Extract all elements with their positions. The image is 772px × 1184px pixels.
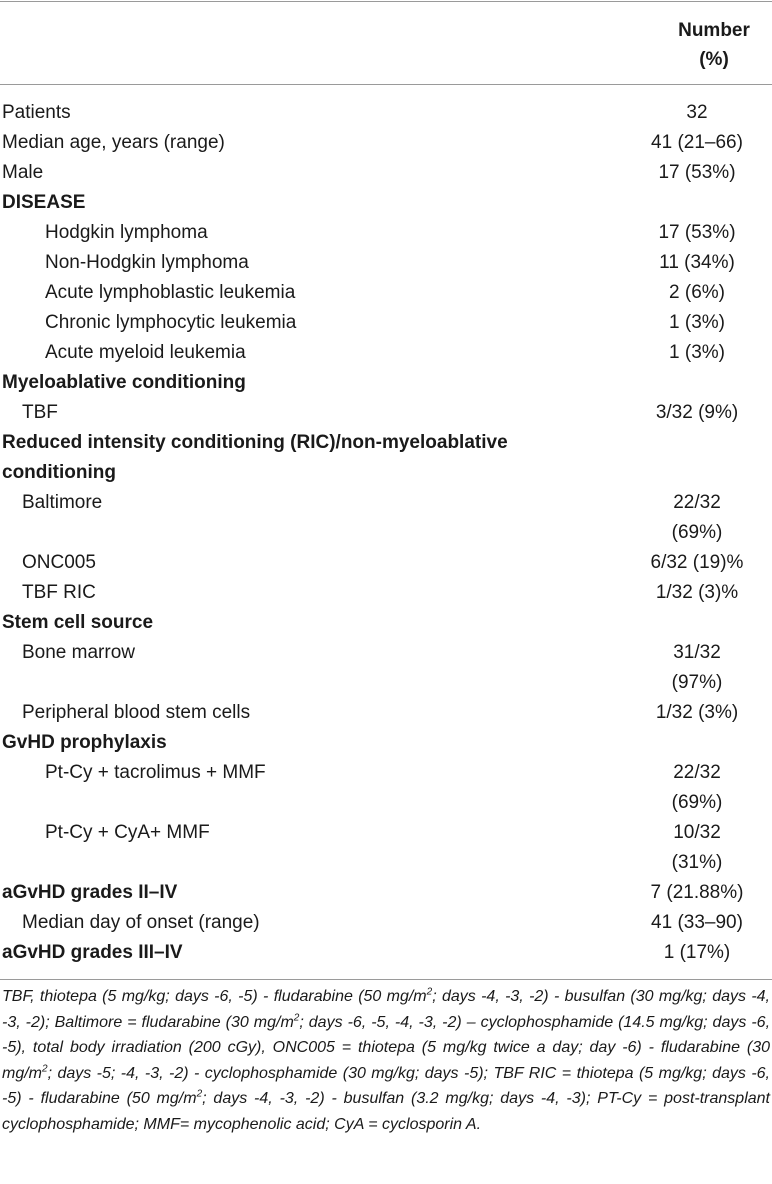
row-label: Male [2, 162, 44, 183]
table-top-rule [0, 1, 772, 2]
table-body [0, 98, 772, 968]
row-value: 10/32 [673, 822, 721, 843]
row-value: 17 (53%) [658, 222, 736, 243]
row-value: 22/32 [673, 762, 721, 783]
row-label: Myeloablative conditioning [2, 372, 246, 393]
row-label: Patients [2, 102, 71, 123]
table-row [0, 548, 772, 578]
table-row [0, 638, 772, 668]
row-value [624, 608, 770, 638]
row-label [0, 668, 624, 698]
table-row [0, 278, 772, 308]
footnote-part-5: ; days -4, -3, -2) - busulfan (3.2 mg/kg; days -4, -3); PT-Cy = post-transplant cyclophosphamide; MMF= mycophenolic acid; CyA = cyclosporin A. [2, 1090, 770, 1133]
table-row [0, 788, 772, 818]
table-row [0, 878, 772, 908]
table-row [0, 938, 772, 968]
row-value: 1/32 (3)% [655, 582, 739, 603]
table-row [0, 608, 772, 638]
table-row [0, 848, 772, 878]
table-row [0, 518, 772, 548]
footnote-superscript: 2 [426, 986, 433, 998]
row-label [0, 788, 624, 818]
row-label: aGvHD grades II–IV [2, 882, 178, 903]
table-footnote [2, 984, 770, 1137]
row-label [0, 518, 624, 548]
table-bottom-rule [0, 979, 772, 980]
row-value: (97%) [671, 672, 723, 693]
row-value: 3/32 (9%) [655, 402, 739, 423]
row-label: TBF [22, 402, 58, 423]
row-label: Pt-Cy + CyA+ MMF [45, 822, 210, 843]
row-label: ONC005 [22, 552, 96, 573]
row-label: Peripheral blood stem cells [22, 702, 251, 723]
row-label: Non-Hodgkin lymphoma [45, 252, 249, 273]
row-value: (31%) [671, 852, 723, 873]
table-row [0, 728, 772, 758]
table-row [0, 98, 772, 128]
row-value: 17 (53%) [658, 162, 736, 183]
footnote-superscript: 2 [196, 1088, 203, 1100]
row-value [624, 728, 770, 758]
row-value: 1/32 (3%) [655, 702, 739, 723]
row-label: Hodgkin lymphoma [45, 222, 208, 243]
footnote-part-4: ; days -5; -4, -3, -2) - cyclophosphamide (30 mg/kg; days -5); TBF RIC = thiotepa (5 mg/kg; days -6, -5) - fludarabine (50 mg/m [2, 1064, 770, 1107]
row-label: Acute myeloid leukemia [45, 342, 246, 363]
column-header-number [658, 16, 770, 74]
table-row [0, 758, 772, 788]
table-row [0, 668, 772, 698]
row-label: Stem cell source [2, 612, 154, 633]
row-label [0, 848, 624, 878]
row-value [624, 458, 770, 488]
table-row [0, 578, 772, 608]
row-value: 22/32 [673, 492, 721, 513]
row-value: (69%) [671, 792, 723, 813]
header-divider-rule [0, 84, 772, 85]
row-label: aGvHD grades III–IV [2, 942, 183, 963]
row-label: Chronic lymphocytic leukemia [45, 312, 297, 333]
row-value: (69%) [671, 522, 723, 543]
table-row [0, 338, 772, 368]
row-value: 6/32 (19)% [650, 552, 744, 573]
row-label: Acute lymphoblastic leukemia [45, 282, 296, 303]
row-value: 31/32 [673, 642, 721, 663]
row-value: 1 (17%) [663, 942, 731, 963]
table-row [0, 128, 772, 158]
row-value: 1 (3%) [669, 342, 725, 363]
row-value: 32 [686, 102, 708, 123]
row-label: conditioning [2, 462, 116, 483]
table-row [0, 458, 772, 488]
header-number-label: Number [678, 20, 750, 41]
table-row [0, 488, 772, 518]
row-label: Median day of onset (range) [22, 912, 260, 933]
table-row [0, 368, 772, 398]
table-row [0, 818, 772, 848]
row-label: Median age, years (range) [2, 132, 225, 153]
row-label: GvHD prophylaxis [2, 732, 167, 753]
row-label: Pt-Cy + tacrolimus + MMF [45, 762, 266, 783]
row-value [624, 428, 770, 458]
table-row [0, 248, 772, 278]
row-value: 1 (3%) [669, 312, 725, 333]
row-value [624, 188, 770, 218]
footnote-superscript: 2 [293, 1012, 300, 1024]
footnote-superscript: 2 [42, 1063, 48, 1075]
table-row [0, 428, 772, 458]
footnote-part-3: ; days -6, -5, -4, -3, -2) – cyclophosphamide (14.5 mg/kg; days -6, -5), total body irradiation (200 cGy), ONC005 = thiotepa (5 mg/kg twice a day; day -6) - fludarabine (30 mg/m [2, 1013, 771, 1082]
table-row [0, 698, 772, 728]
table-row [0, 158, 772, 188]
row-value: 2 (6%) [669, 282, 725, 303]
row-value: 7 (21.88%) [650, 882, 744, 903]
table-row [0, 908, 772, 938]
table-row [0, 188, 772, 218]
row-value: 41 (33–90) [651, 912, 743, 933]
row-label: Baltimore [22, 492, 103, 513]
row-label: TBF RIC [22, 582, 96, 603]
table-row [0, 308, 772, 338]
header-percent-label: (%) [699, 49, 729, 70]
table-row [0, 398, 772, 428]
row-label: DISEASE [2, 192, 86, 213]
row-value [624, 368, 770, 398]
table-row [0, 218, 772, 248]
row-value: 41 (21–66) [651, 132, 743, 153]
row-value: 11 (34%) [659, 252, 735, 273]
footnote-part-2: ; days -4, -3, -2) - busulfan (30 mg/kg; days -4, -3, -2); Baltimore = fludarabine (30 mg/m [2, 988, 770, 1031]
row-label: Bone marrow [22, 642, 135, 663]
footnote-part-1: TBF, thiotepa (5 mg/kg; days -6, -5) - fludarabine (50 mg/m [2, 988, 427, 1005]
row-label: Reduced intensity conditioning (RIC)/non-myeloablative [2, 432, 508, 453]
